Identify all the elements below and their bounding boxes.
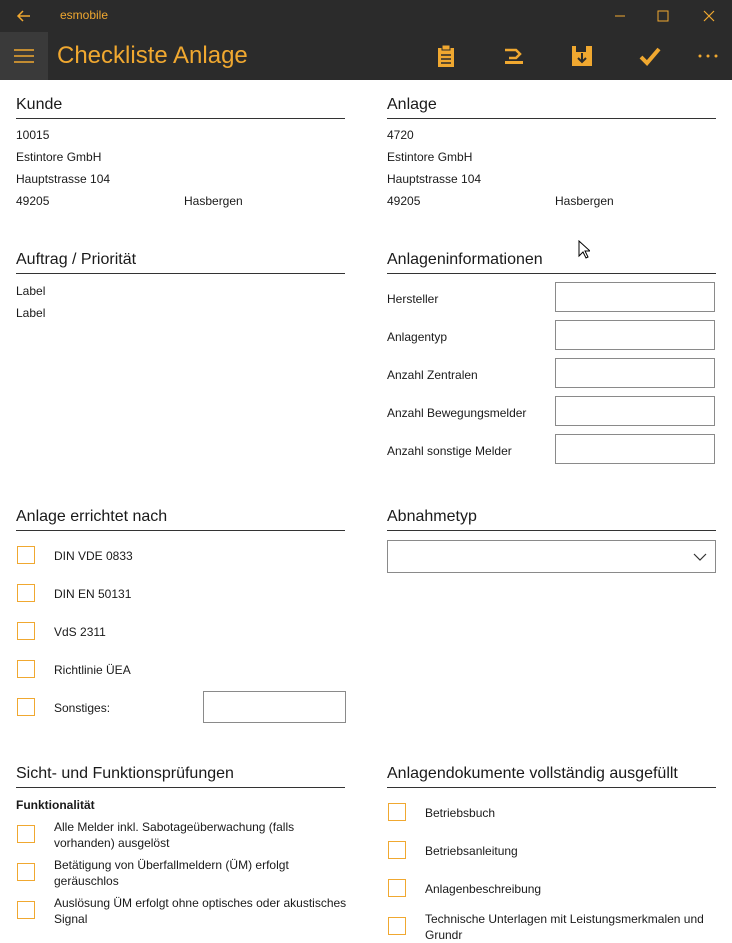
richtlinie-uea-label: Richtlinie ÜEA [54, 663, 131, 677]
checkmark-icon[interactable] [630, 36, 670, 76]
sonstiges-checkbox[interactable] [17, 698, 35, 716]
funktionalitaet-subheading: Funktionalität [16, 798, 95, 812]
anzahl-bewegungsmelder-label: Anzahl Bewegungsmelder [387, 406, 527, 420]
din-vde-0833-label: DIN VDE 0833 [54, 549, 133, 563]
richtlinie-uea-checkbox[interactable] [17, 660, 35, 678]
betriebsbuch-checkbox[interactable] [388, 803, 406, 821]
hamburger-menu-icon[interactable] [0, 32, 48, 80]
anlage-street: Hauptstrasse 104 [387, 172, 482, 186]
sonstiges-label: Sonstiges: [54, 701, 111, 715]
technische-unterlagen-checkbox[interactable] [388, 917, 406, 935]
import-arrow-icon[interactable] [494, 36, 534, 76]
anzahl-sonstige-melder-input[interactable] [555, 434, 715, 464]
errichtet-section [16, 508, 345, 531]
anzahl-zentralen-input[interactable] [555, 358, 715, 388]
clipboard-icon[interactable] [426, 36, 466, 76]
kunde-heading: Kunde [16, 96, 345, 119]
kunde-street: Hauptstrasse 104 [16, 172, 111, 186]
vds-2311-checkbox[interactable] [17, 622, 35, 640]
maximize-button[interactable] [640, 0, 686, 32]
kunde-company: Estintore GmbH [16, 150, 102, 164]
anlagenbeschreibung-label: Anlagenbeschreibung [425, 882, 542, 896]
auftrag-section [16, 251, 345, 274]
kunde-section [16, 96, 345, 119]
pruefung-1-label: Alle Melder inkl. Sabotageüberwachung (falls vorhanden) ausgelöst [54, 820, 295, 850]
minimize-button[interactable] [597, 0, 643, 32]
pruefung-2-label: Betätigung von Überfallmeldern (ÜM) erfolgt geräuschlos [54, 858, 289, 888]
abnahmetyp-dropdown[interactable] [387, 540, 716, 573]
betriebsanleitung-label: Betriebsanleitung [425, 844, 518, 858]
anlagentyp-label: Anlagentyp [387, 330, 448, 344]
auftrag-heading: Auftrag / Priorität [16, 251, 345, 274]
technische-unterlagen-label: Technische Unterlagen mit Leistungsmerkmalen und Grundr [425, 912, 704, 942]
abnahmetyp-section [387, 508, 716, 531]
hersteller-input[interactable] [555, 282, 715, 312]
dokumente-section [387, 765, 716, 788]
pruefung-2-checkbox[interactable] [17, 863, 35, 881]
page-title: Checkliste Anlage [57, 42, 248, 69]
anlage-zip: 49205 [387, 194, 421, 208]
vds-2311-label: VdS 2311 [54, 625, 106, 639]
pruefungen-heading: Sicht- und Funktionsprüfungen [16, 765, 345, 788]
anlagentyp-input[interactable] [555, 320, 715, 350]
anzahl-zentralen-label: Anzahl Zentralen [387, 368, 478, 382]
info-heading: Anlageninformationen [387, 251, 716, 274]
kunde-zip: 49205 [16, 194, 50, 208]
din-vde-0833-checkbox[interactable] [17, 546, 35, 564]
anlagenbeschreibung-checkbox[interactable] [388, 879, 406, 897]
anlage-city: Hasbergen [555, 194, 614, 208]
pruefung-3-checkbox[interactable] [17, 901, 35, 919]
anlage-heading: Anlage [387, 96, 716, 119]
info-section [387, 251, 716, 274]
pruefung-3-label: Auslösung ÜM erfolgt ohne optisches oder akustisches Signal [54, 896, 347, 926]
auftrag-label-1: Label [16, 284, 46, 298]
anlage-company: Estintore GmbH [387, 150, 473, 164]
anzahl-sonstige-melder-label: Anzahl sonstige Melder [387, 444, 512, 458]
save-download-icon[interactable] [562, 36, 602, 76]
anlage-number: 4720 [387, 128, 414, 142]
kunde-city: Hasbergen [184, 194, 243, 208]
window-titlebar [0, 0, 732, 32]
anzahl-bewegungsmelder-input[interactable] [555, 396, 715, 426]
kunde-number: 10015 [16, 128, 50, 142]
sonstiges-input[interactable] [203, 691, 346, 723]
pruefung-1-checkbox[interactable] [17, 825, 35, 843]
hersteller-label: Hersteller [387, 292, 439, 306]
chevron-down-icon [693, 551, 707, 563]
errichtet-heading: Anlage errichtet nach [16, 508, 345, 531]
app-name: esmobile [60, 8, 109, 22]
din-en-50131-checkbox[interactable] [17, 584, 35, 602]
betriebsbuch-label: Betriebsbuch [425, 806, 496, 820]
abnahmetyp-heading: Abnahmetyp [387, 508, 716, 531]
back-arrow-icon[interactable] [14, 6, 34, 26]
close-button[interactable] [686, 0, 732, 32]
anlage-section [387, 96, 716, 119]
auftrag-label-2: Label [16, 306, 46, 320]
din-en-50131-label: DIN EN 50131 [54, 587, 132, 601]
betriebsanleitung-checkbox[interactable] [388, 841, 406, 859]
dokumente-heading: Anlagendokumente vollständig ausgefüllt [387, 765, 716, 788]
pruefungen-section [16, 765, 345, 788]
more-options-icon[interactable] [688, 36, 728, 76]
app-header [0, 32, 732, 80]
